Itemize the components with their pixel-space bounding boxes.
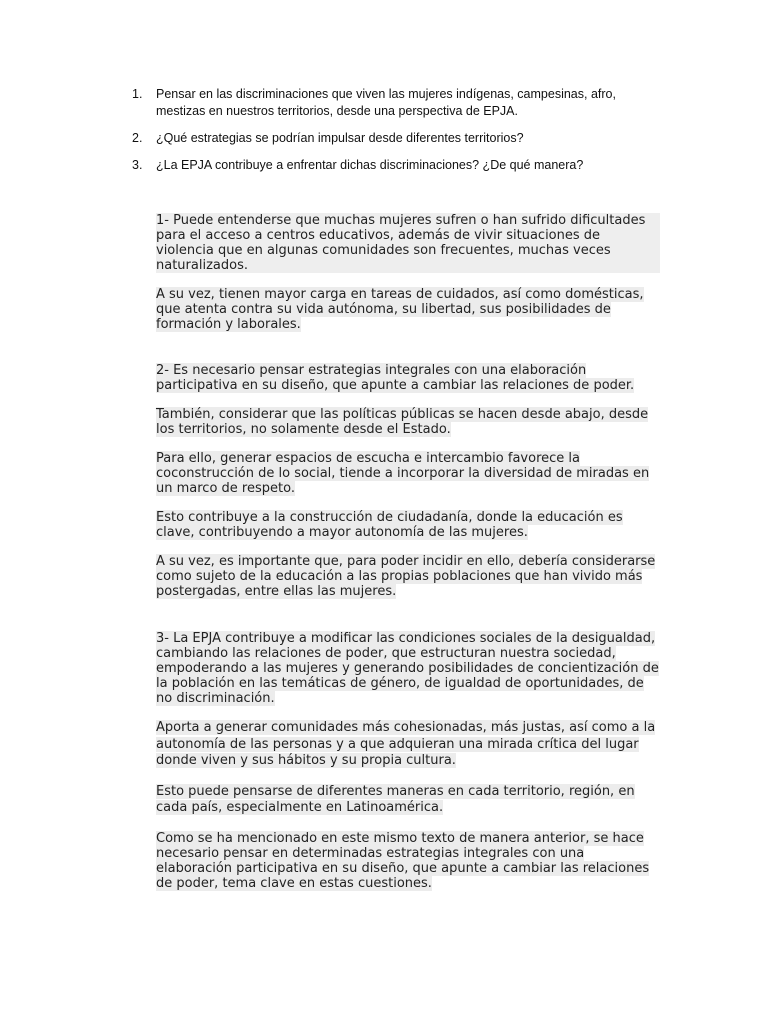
answer-2-paragraph-text: También, considerar que las políticas públicas se hacen desde abajo, desde los territorios, no solamente desde el Estado.: [156, 407, 649, 437]
answer-1-paragraph-text: A su vez, tienen mayor carga en tareas de cuidados, así como domésticas, que atenta contra su vida autónoma, su libertad, sus posibilidades de formación y laborales.: [156, 287, 644, 332]
answer-3-paragraph: [156, 720, 660, 770]
answer-2-paragraph: [156, 407, 660, 437]
answer-3-paragraph: [156, 831, 660, 891]
answer-section-1: [156, 213, 660, 346]
answer-1-paragraph: [156, 287, 660, 332]
question-number: 2.: [132, 131, 143, 145]
question-item: [132, 130, 652, 147]
answer-1-paragraph: 1- Puede entenderse que muchas mujeres sufren o han sufrido dificultades para el acceso a centros educativos, además de vivir situaciones de violencia que en algunas comunidades son frecuentes, muchas veces naturalizados.: [156, 213, 660, 273]
question-text: ¿La EPJA contribuye a enfrentar dichas discriminaciones? ¿De qué manera?: [156, 158, 584, 172]
answer-3-paragraph-text: Aporta a generar comunidades más cohesionadas, más justas, así como a la autonomía de las personas y a que adquieran una mirada crítica del lugar donde viven y sus hábitos y su propia cultura.: [156, 720, 656, 768]
answer-2-paragraph: [156, 554, 660, 599]
question-item: [132, 86, 652, 120]
question-list: [132, 86, 652, 184]
answer-2-paragraph-text: Esto contribuye a la construcción de ciudadanía, donde la educación es clave, contribuyendo a mayor autonomía de las mujeres.: [156, 510, 623, 540]
answer-2-paragraph-text: Para ello, generar espacios de escucha e intercambio favorece la coconstrucción de lo social, tiende a incorporar la diversidad de miradas en un marco de respeto.: [156, 451, 650, 496]
answer-section-2: [156, 363, 660, 613]
answer-3-paragraph-text: 3- La EPJA contribuye a modificar las condiciones sociales de la desigualdad, cambiando las relaciones de poder, que estructuran nuestra sociedad, empoderando a las mujeres y generando posibilidades de concientización de la población en las temáticas de género, de igualdad de oportunidades, de no discriminación.: [156, 631, 659, 706]
answer-3-paragraph-text: Esto puede pensarse de diferentes maneras en cada territorio, región, en cada país, especialmente en Latinoamérica.: [156, 783, 635, 815]
answer-2-paragraph: [156, 510, 660, 540]
answer-3-paragraph: [156, 631, 660, 706]
answer-2-paragraph: [156, 451, 660, 496]
question-text: Pensar en las discriminaciones que viven las mujeres indígenas, campesinas, afro, mestizas en nuestros territorios, desde una perspectiva de EPJA.: [156, 87, 616, 118]
answer-2-paragraph: [156, 363, 660, 393]
answer-3-paragraph: [156, 784, 660, 817]
question-number: 1.: [132, 87, 143, 101]
question-number: 3.: [132, 158, 143, 172]
answer-2-paragraph-text: A su vez, es importante que, para poder incidir en ello, debería considerarse como sujeto de la educación a las propias poblaciones que han vivido más postergadas, entre ellas las mujeres.: [156, 554, 656, 599]
question-text: ¿Qué estrategias se podrían impulsar desde diferentes territorios?: [156, 131, 524, 145]
answer-section-3: [156, 631, 660, 905]
answer-2-paragraph-text: 2- Es necesario pensar estrategias integrales con una elaboración participativa en su diseño, que apunte a cambiar las relaciones de poder.: [156, 363, 635, 393]
answer-3-paragraph-text: Como se ha mencionado en este mismo texto de manera anterior, se hace necesario pensar en determinadas estrategias integrales con una elaboración participativa en su diseño, que apunte a cambiar las relaciones de poder, tema clave en estas cuestiones.: [156, 830, 650, 891]
question-item: [132, 157, 652, 174]
